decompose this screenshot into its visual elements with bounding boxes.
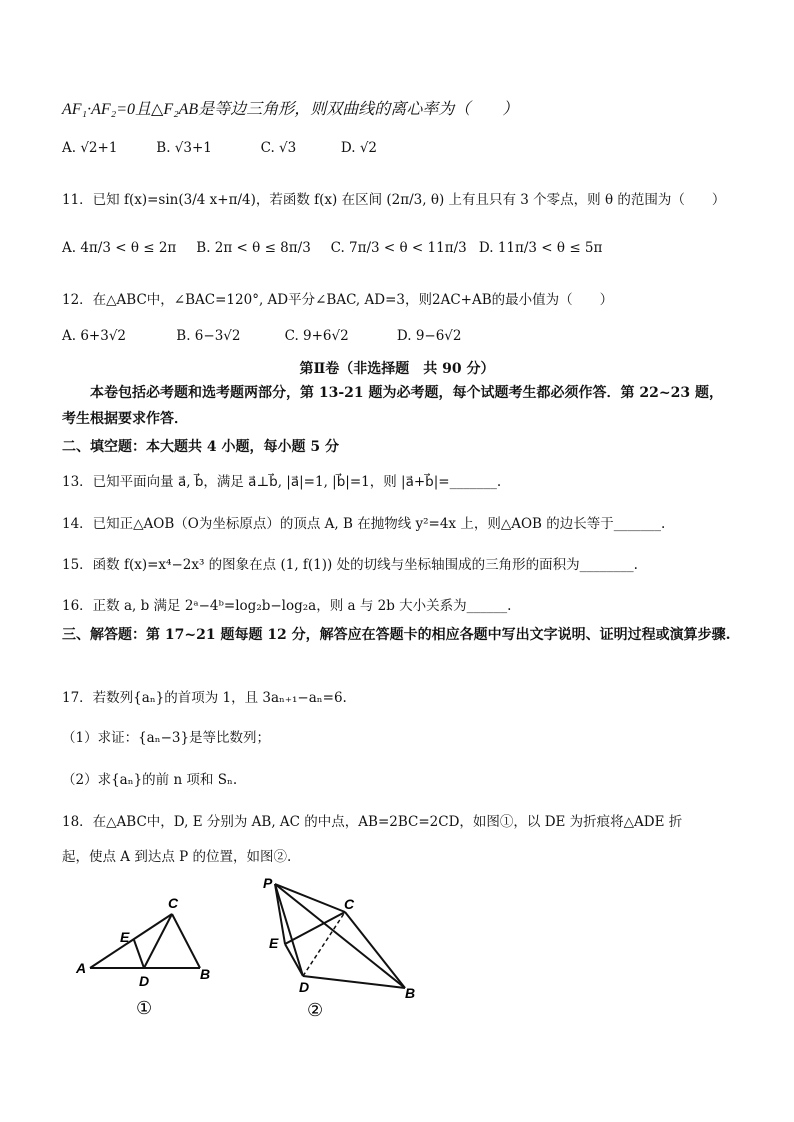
q12-option-b: B. 6−3√2 — [176, 328, 241, 344]
fig1-label-d: D — [139, 973, 150, 989]
q12-options — [62, 328, 462, 344]
q15: 15．函数 f(x)=x⁴−2x³ 的图象在点 (1, f(1)) 处的切线与坐标轴围成的三角形的面积为________. — [62, 557, 638, 573]
section3-heading: 三、解答题：第 17~21 题每题 12 分，解答应在答题卡的相应各题中写出文字说明、证明过程或演算步骤. — [62, 627, 731, 643]
fig2-label-c: C — [344, 896, 355, 912]
q16: 16．正数 a, b 满足 2ᵃ−4ᵇ=log₂b−log₂a，则 a 与 2b 大小关系为______. — [62, 598, 512, 614]
fig1-label-b: B — [200, 966, 211, 982]
fig2-edge-db — [303, 976, 405, 988]
section2-heading: 二、填空题：本大题共 4 小题，每小题 5 分 — [62, 439, 339, 455]
q18-line1: 18．在△ABC中，D, E 分别为 AB, AC 的中点，AB=2BC=2CD，如图①，以 DE 为折痕将△ADE 折 — [62, 814, 683, 830]
fig2-label-b: B — [405, 985, 416, 1001]
q17-part2: （2）求{aₙ}的前 n 项和 Sₙ. — [62, 772, 238, 788]
fig2-dashed-dc — [303, 912, 345, 976]
fig1-label-c: C — [168, 895, 179, 911]
q17-part1: （1）求证：{aₙ−3}是等比数列； — [62, 730, 271, 746]
q10-option-b: B. √3+1 — [156, 140, 212, 156]
q12-option-c: C. 9+6√2 — [284, 328, 349, 344]
fig1-segment-ed — [134, 940, 144, 968]
q10-continuation — [62, 96, 518, 119]
part2-intro: 本卷包括必考题和选考题两部分，第 13-21 题为必考题，每个试题考生都必须作答．第 22~23 题，考生根据要求作答． — [62, 385, 723, 427]
fig1-side-cb — [172, 914, 200, 968]
q12-option-a: A. 6+3√2 — [62, 328, 127, 344]
q10-options — [62, 140, 377, 156]
fig2-label-p: P — [263, 875, 273, 891]
fig2-caption: ② — [307, 1000, 324, 1021]
q10-option-a: A. √2+1 — [62, 140, 118, 156]
q10-option-d: D. √2 — [340, 140, 378, 156]
q12-stem: 12．在△ABC中，∠BAC=120°, AD平分∠BAC, AD=3，则2AC+AB的最小值为（ ） — [62, 292, 614, 308]
fig2-edge-cb — [345, 912, 405, 988]
q12-option-d: D. 9−6√2 — [396, 328, 462, 344]
part2-title: 第Ⅱ卷（非选择题 共 90 分） — [299, 361, 495, 377]
fig2-edge-pb — [275, 884, 405, 988]
q11-stem: 11．已知 f(x)=sin(3/4 x+π/4)，若函数 f(x) 在区间 (2π/3, θ) 上有且只有 3 个零点，则 θ 的范围为（ ） — [62, 192, 726, 208]
fig2-label-e: E — [269, 935, 279, 951]
q11-option-a: A. 4π/3 < θ ≤ 2π — [62, 240, 177, 256]
fig1-caption: ① — [136, 998, 153, 1019]
fig2-edge-pd — [275, 884, 303, 976]
q13: 13．已知平面向量 a⃗, b⃗，满足 a⃗⊥b⃗, |a⃗|=1, |b⃗|=1，则 |a⃗+b⃗|=_______. — [62, 474, 502, 490]
q11-options — [62, 240, 602, 256]
q17: 17．若数列{aₙ}的首项为 1，且 3aₙ₊₁−aₙ=6. — [62, 690, 347, 706]
q14: 14．已知正△AOB（O为坐标原点）的顶点 A, B 在抛物线 y²=4x 上，则△AOB 的边长等于_______. — [62, 516, 666, 532]
fig1-label-e: E — [120, 929, 130, 945]
figure-2 — [255, 870, 425, 1025]
q11-option-d: D. 11π/3 < θ ≤ 5π — [478, 240, 603, 256]
q10-option-c: C. √3 — [260, 140, 297, 156]
fig2-edge-pc — [275, 884, 345, 912]
fig2-label-d: D — [299, 979, 310, 995]
figure-1 — [60, 890, 230, 1025]
fig1-side-ac — [90, 914, 172, 968]
q18-line2: 起，使点 A 到达点 P 的位置，如图②. — [62, 849, 292, 865]
fig1-label-a: A — [76, 960, 87, 976]
q10-text: AF₁·AF₂=0且△F₂AB是等边三角形，则双曲线的离心率为（ ） — [62, 101, 519, 118]
q11-option-b: B. 2π < θ ≤ 8π/3 — [196, 240, 311, 256]
q11-option-c: C. 7π/3 < θ < 11π/3 — [330, 240, 467, 256]
